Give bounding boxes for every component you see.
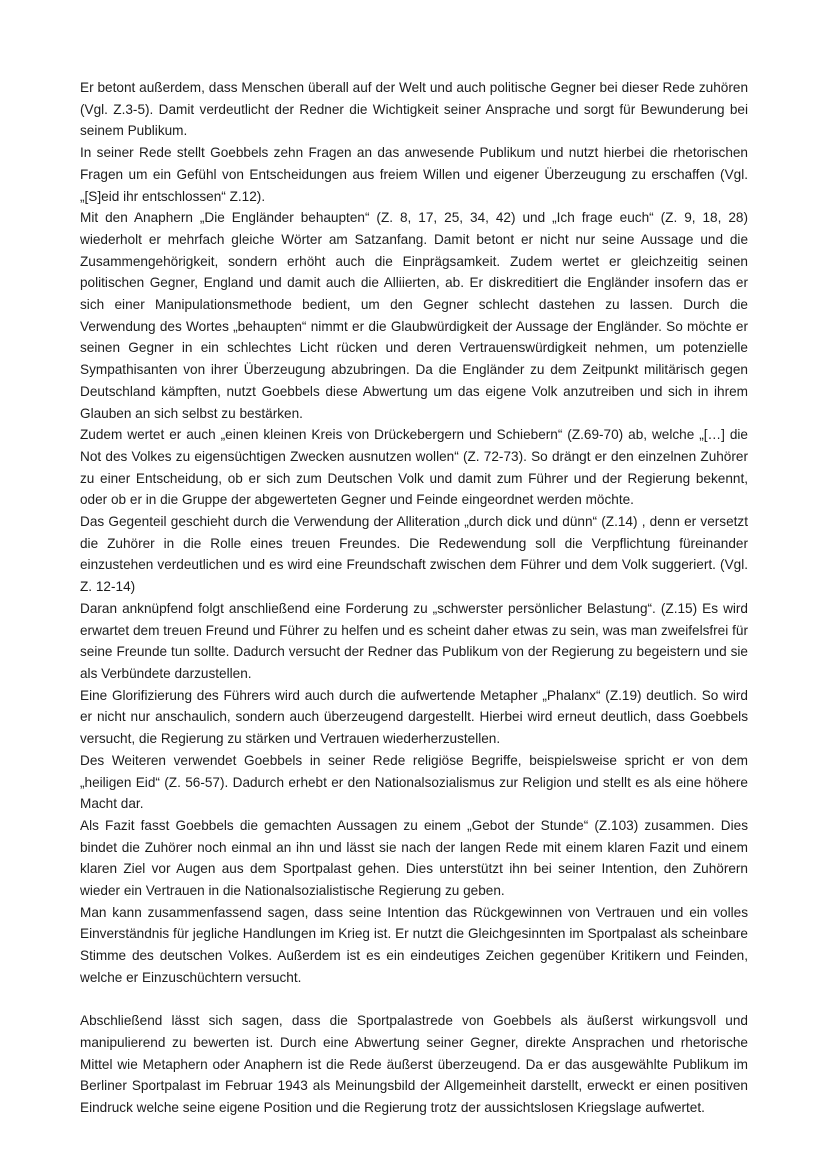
paragraph-2: In seiner Rede stellt Goebbels zehn Fragen an das anwesende Publikum und nutzt hierbei die rhetorischen Fragen um ein Gefühl von Entscheidungen aus freiem Willen und eigener Überzeugung zu erschaffen (Vgl. „[S]eid ihr entschlossen“ Z.12).: [80, 145, 748, 204]
paragraph-7: Eine Glorifizierung des Führers wird auch durch die aufwertende Metapher „Phalanx“ (Z.19) deutlich. So wird er nicht nur anschaulich, sondern auch überzeugend dargestellt. Hierbei wird erneut deutlich, dass Goebbels versucht, die Regierung zu stärken und Vertrauen wiederherzustellen.: [80, 687, 748, 747]
paragraph-1: Er betont außerdem, dass Menschen überall auf der Welt und auch politische Gegner bei dieser Rede zuhören (Vgl. Z.3-5). Damit verdeutlicht der Redner die Wichtigkeit seiner Ansprache und sorgt für Bewunderung bei seinem Publikum.: [80, 80, 748, 139]
paragraph-9: Als Fazit fasst Goebbels die gemachten Aussagen zu einem „Gebot der Stunde“ (Z.103) zusammen. Dies bindet die Zuhörer noch einmal an ihn und lässt sie nach der langen Rede mit einem klaren Fazit und einem klaren Ziel vor Augen aus dem Sportpalast gehen. Dies unterstützt ihn bei seiner Intention, den Zuhörern wieder ein Vertrauen in die Nationalsozialistische Regierung zu geben.: [80, 817, 748, 899]
conclusion-paragraph: Abschließend lässt sich sagen, dass die Sportpalastrede von Goebbels als äußerst wirkungsvoll und manipulierend zu bewerten ist. Durch eine Abwertung seiner Gegner, direkte Ansprachen und rhetorische Mittel wie Metaphern oder Anaphern ist die Rede äußerst überzeugend. Da er das ausgewählte Publikum im Berliner Sportpalast im Februar 1943 als Meinungsbild der Allgemeinheit darstellt, erweckt er einen positiven Eindruck welche seine eigene Position und die Regierung trotz der aussichtslosen Kriegslage aufwertet.: [80, 1013, 748, 1116]
paragraph-8: Des Weiteren verwendet Goebbels in seiner Rede religiöse Begriffe, beispielsweise spricht er von dem „heiligen Eid“ (Z. 56-57). Dadurch erhebt er den Nationalsozialismus zur Religion und stellt es als eine höhere Macht dar.: [80, 752, 748, 812]
paragraph-5: Das Gegenteil geschieht durch die Verwendung der Alliteration „durch dick und dünn“ (Z.14) , denn er versetzt die Zuhörer in die Rolle eines treuen Freundes. Die Redewendung soll die Verpflichtung füreinander einzustehen verdeutlichen und es wird eine Freundschaft zwischen dem Führer und dem Volk suggeriert. (Vgl. Z. 12-14): [80, 514, 748, 595]
document-page: [80, 77, 748, 1119]
paragraph-6: Daran anknüpfend folgt anschließend eine Forderung zu „schwerster persönlicher Belastung“. (Z.15) Es wird erwartet dem treuen Freund und Führer zu helfen und es scheint daher etwas zu sein, was man zweifelsfrei für seine Freunde tun sollte. Dadurch versucht der Redner das Publikum von der Regierung zu begeistern und sie als Verbündete darzustellen.: [80, 600, 748, 681]
paragraph-10: Man kann zusammenfassend sagen, dass seine Intention das Rückgewinnen von Vertrauen und ein volles Einverständnis für jegliche Handlungen im Krieg ist. Er nutzt die Gleichgesinnten im Sportpalast als scheinbare Stimme des deutschen Volkes. Außerdem ist es ein eindeutiges Zeichen gegenüber Kritikern und Feinden, welche er Einzuschüchtern versucht.: [80, 904, 748, 985]
paragraph-4: Zudem wertet er auch „einen kleinen Kreis von Drückebergern und Schiebern“ (Z.69-70) ab, welche „[…] die Not des Volkes zu eigensüchtigen Zwecken ausnutzen wollen“ (Z. 72-73). So drängt er den einzelnen Zuhörer zu einer Entscheidung, ob er sich zum Deutschen Volk und damit zum Führer und der Regierung bekennt, oder ob er in die Gruppe der abgewerteten Gegner und Feinde eingeordnet werden möchte.: [80, 427, 748, 508]
paragraph-3: Mit den Anaphern „Die Engländer behaupten“ (Z. 8, 17, 25, 34, 42) und „Ich frage euch“ (Z. 9, 18, 28) wiederholt er mehrfach gleiche Wörter am Satzanfang. Damit betont er nicht nur seine Aussage und die Zusammengehörigkeit, sondern erhöht auch die Einprägsamkeit. Zudem wertet er gleichzeitig seinen politischen Gegner, England und damit auch die Alliierten, ab. Er diskreditiert die Engländer insofern das er sich einer Manipulationsmethode bedient, um den Gegner schlecht dastehen zu lassen. Durch die Verwendung des Wortes „behaupten“ nimmt er die Glaubwürdigkeit der Aussage der Engländer. So möchte er seinen Gegner in ein schlechtes Licht rücken und deren Vertrauenswürdigkeit nehmen, um potenzielle Sympathisanten von ihrer Überzeugung abzubringen. Da die Engländer zu dem Zeitpunkt militärisch gegen Deutschland kämpften, nutzt Goebbels diese Abwertung um das eigene Volk anzutreiben und sich in ihrem Glauben an sich selbst zu bestärken.: [80, 210, 748, 421]
